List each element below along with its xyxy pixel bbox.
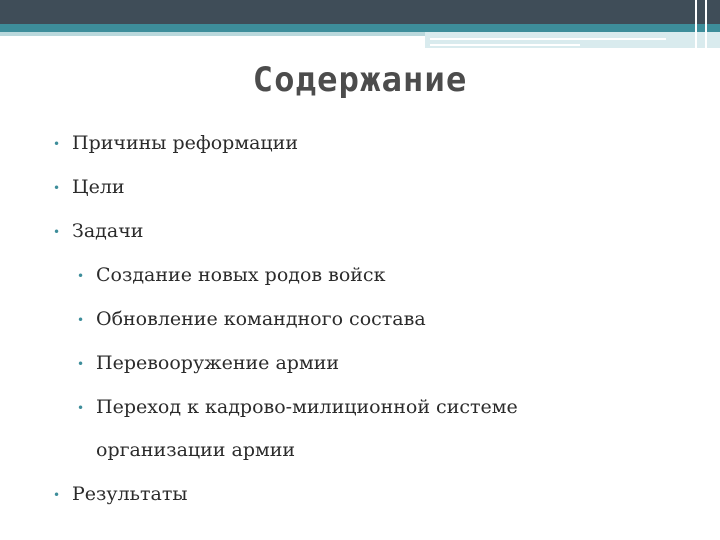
list-subitem-continuation: организации армии [96,439,296,461]
header-divider-line [695,0,697,48]
header-bar-dark [0,0,720,24]
slide-title [0,60,720,100]
list-item: Задачи [72,220,144,242]
list-item: Результаты [72,483,188,505]
bullet-icon: • [53,225,61,239]
header-accent-line-short [430,44,580,46]
list-subitem: Обновление командного состава [96,308,426,330]
bullet-icon: • [77,269,85,283]
bullet-icon: • [77,357,85,371]
header-divider-line [705,0,707,48]
bullet-icon: • [53,137,61,151]
header-accent-line [430,38,666,40]
list-subitem: Переход к кадрово-милиционной системе [96,396,518,418]
slide-title-text: Содержание [252,60,468,100]
bullet-icon: • [77,313,85,327]
list-item: Причины реформации [72,132,298,154]
bullet-icon: • [53,488,61,502]
header-bar-teal [0,24,720,32]
list-subitem: Создание новых родов войск [96,264,386,286]
list-subitem: Перевооружение армии [96,352,340,374]
list-item: Цели [72,176,125,198]
bullet-icon: • [53,181,61,195]
bullet-icon: • [77,401,85,415]
